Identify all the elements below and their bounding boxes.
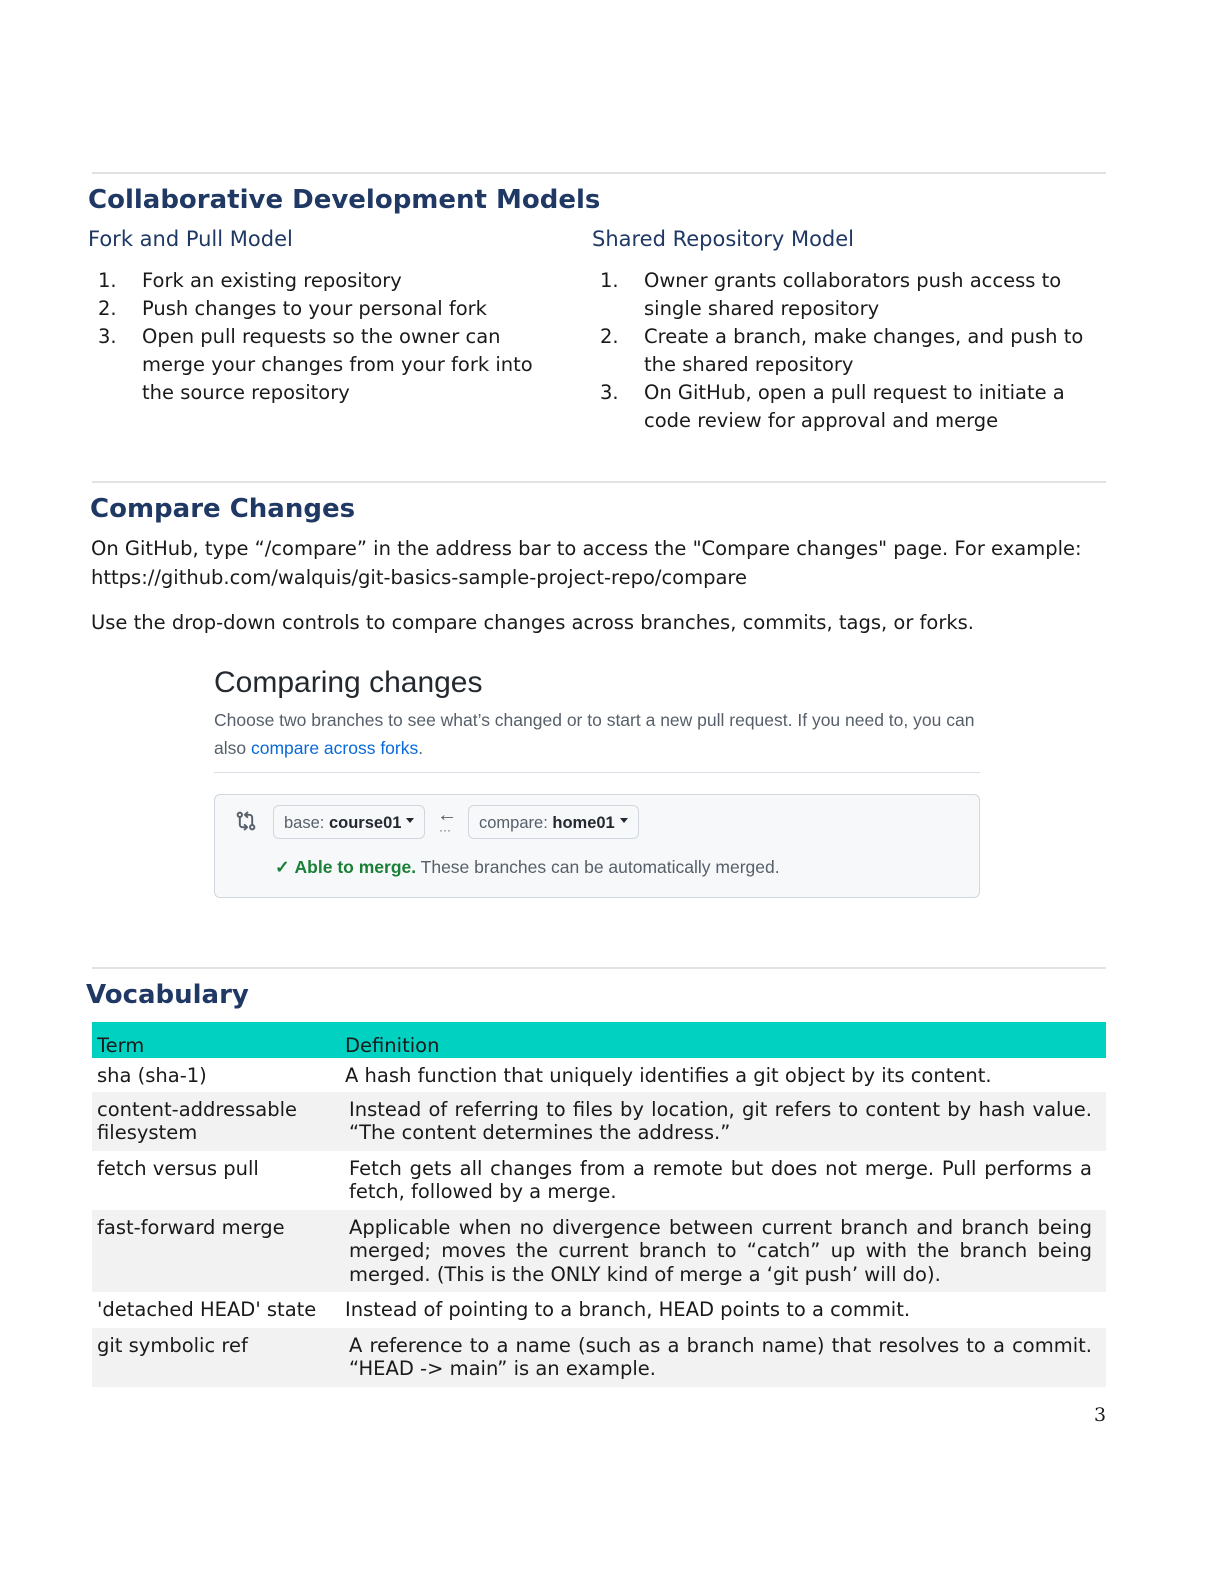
- section-title-vocabulary: Vocabulary: [86, 980, 249, 1010]
- page-number: 3: [1094, 1404, 1107, 1426]
- shared-model-steps: [594, 267, 1094, 435]
- table-row: [92, 1292, 1106, 1328]
- definition-cell: Instead of pointing to a branch, HEAD points to a commit.: [345, 1292, 1106, 1328]
- definition-cell: Applicable when no divergence between current branch and branch being merged; moves the current branch to “catch” up with the branch being merged. (This is the ONLY kind of merge a ‘git push’ will do).: [345, 1210, 1106, 1293]
- vocabulary-table: [92, 1022, 1106, 1387]
- section-title-compare: Compare Changes: [90, 494, 356, 524]
- divider: [92, 172, 1106, 174]
- definition-cell: A reference to a name (such as a branch name) that resolves to a commit. “HEAD -> main” is an example.: [345, 1328, 1106, 1387]
- section-title-collaborative: Collaborative Development Models: [88, 185, 601, 215]
- merge-status: Able to merge.: [294, 857, 417, 877]
- list-item: 3. On GitHub, open a pull request to initiate a code review for approval and merge: [600, 381, 1065, 432]
- base-branch-dropdown[interactable]: base: course01: [273, 805, 425, 839]
- ellipsis-icon: ···: [439, 823, 451, 837]
- screenshot-description: Choose two branches to see what’s changed or to start a new pull request. If you need to, you can also compare across forks.: [214, 710, 975, 758]
- caret-down-icon: [406, 818, 414, 823]
- caret-down-icon: [620, 818, 628, 823]
- compare-dropdown-paragraph: Use the drop-down controls to compare changes across branches, commits, tags, or forks.: [91, 611, 975, 634]
- term-cell: fast-forward merge: [92, 1210, 345, 1293]
- list-item: 2. Push changes to your personal fork: [98, 297, 487, 320]
- compare-branch-dropdown[interactable]: compare: home01: [468, 805, 639, 839]
- table-header-row: [92, 1022, 1106, 1058]
- git-compare-icon: [235, 810, 257, 837]
- table-row: [92, 1151, 1106, 1210]
- merge-status-row: [275, 857, 780, 878]
- definition-cell: Fetch gets all changes from a remote but does not merge. Pull performs a fetch, followed by a merge.: [345, 1151, 1106, 1210]
- compare-controls-box: [214, 794, 980, 898]
- list-item: 1. Fork an existing repository: [98, 269, 402, 292]
- definition-cell: A hash function that uniquely identifies a git object by its content.: [345, 1058, 1106, 1092]
- arrow-left-icon: ←: [437, 804, 457, 826]
- definition-cell: Instead of referring to files by location, git refers to content by hash value. “The content determines the address.”: [345, 1092, 1106, 1151]
- screenshot-title: Comparing changes: [214, 666, 483, 699]
- shared-model-heading: Shared Repository Model: [592, 227, 854, 251]
- table-row: [92, 1210, 1106, 1293]
- fork-model-heading: Fork and Pull Model: [88, 227, 293, 251]
- check-icon: ✓: [275, 857, 290, 877]
- term-cell: content-addressable filesystem: [92, 1092, 345, 1151]
- term-cell: fetch versus pull: [92, 1151, 345, 1210]
- term-cell: git symbolic ref: [92, 1328, 345, 1387]
- table-row: [92, 1328, 1106, 1387]
- term-cell: sha (sha-1): [92, 1058, 345, 1092]
- compare-across-forks-link[interactable]: compare across forks: [250, 738, 419, 758]
- term-cell: 'detached HEAD' state: [92, 1292, 345, 1328]
- compare-intro-paragraph: On GitHub, type “/compare” in the address bar to access the "Compare changes" page. For example: https://github.com/walquis/git-basics-sample-project-repo/compare: [91, 537, 1082, 589]
- divider: [92, 481, 1106, 483]
- table-row: [92, 1092, 1106, 1151]
- list-item: 3. Open pull requests so the owner can merge your changes from your fork into the source repository: [98, 325, 533, 404]
- divider: [214, 772, 980, 773]
- merge-status-text: These branches can be automatically merged.: [420, 857, 780, 877]
- definition-column-header: Definition: [345, 1022, 1106, 1058]
- table-row: [92, 1058, 1106, 1092]
- divider: [92, 967, 1106, 969]
- fork-model-steps: [92, 267, 562, 407]
- comparing-changes-screenshot: [214, 660, 982, 910]
- term-column-header: Term: [92, 1022, 345, 1058]
- list-item: 2. Create a branch, make changes, and push to the shared repository: [600, 325, 1084, 376]
- list-item: 1. Owner grants collaborators push access to single shared repository: [600, 269, 1062, 320]
